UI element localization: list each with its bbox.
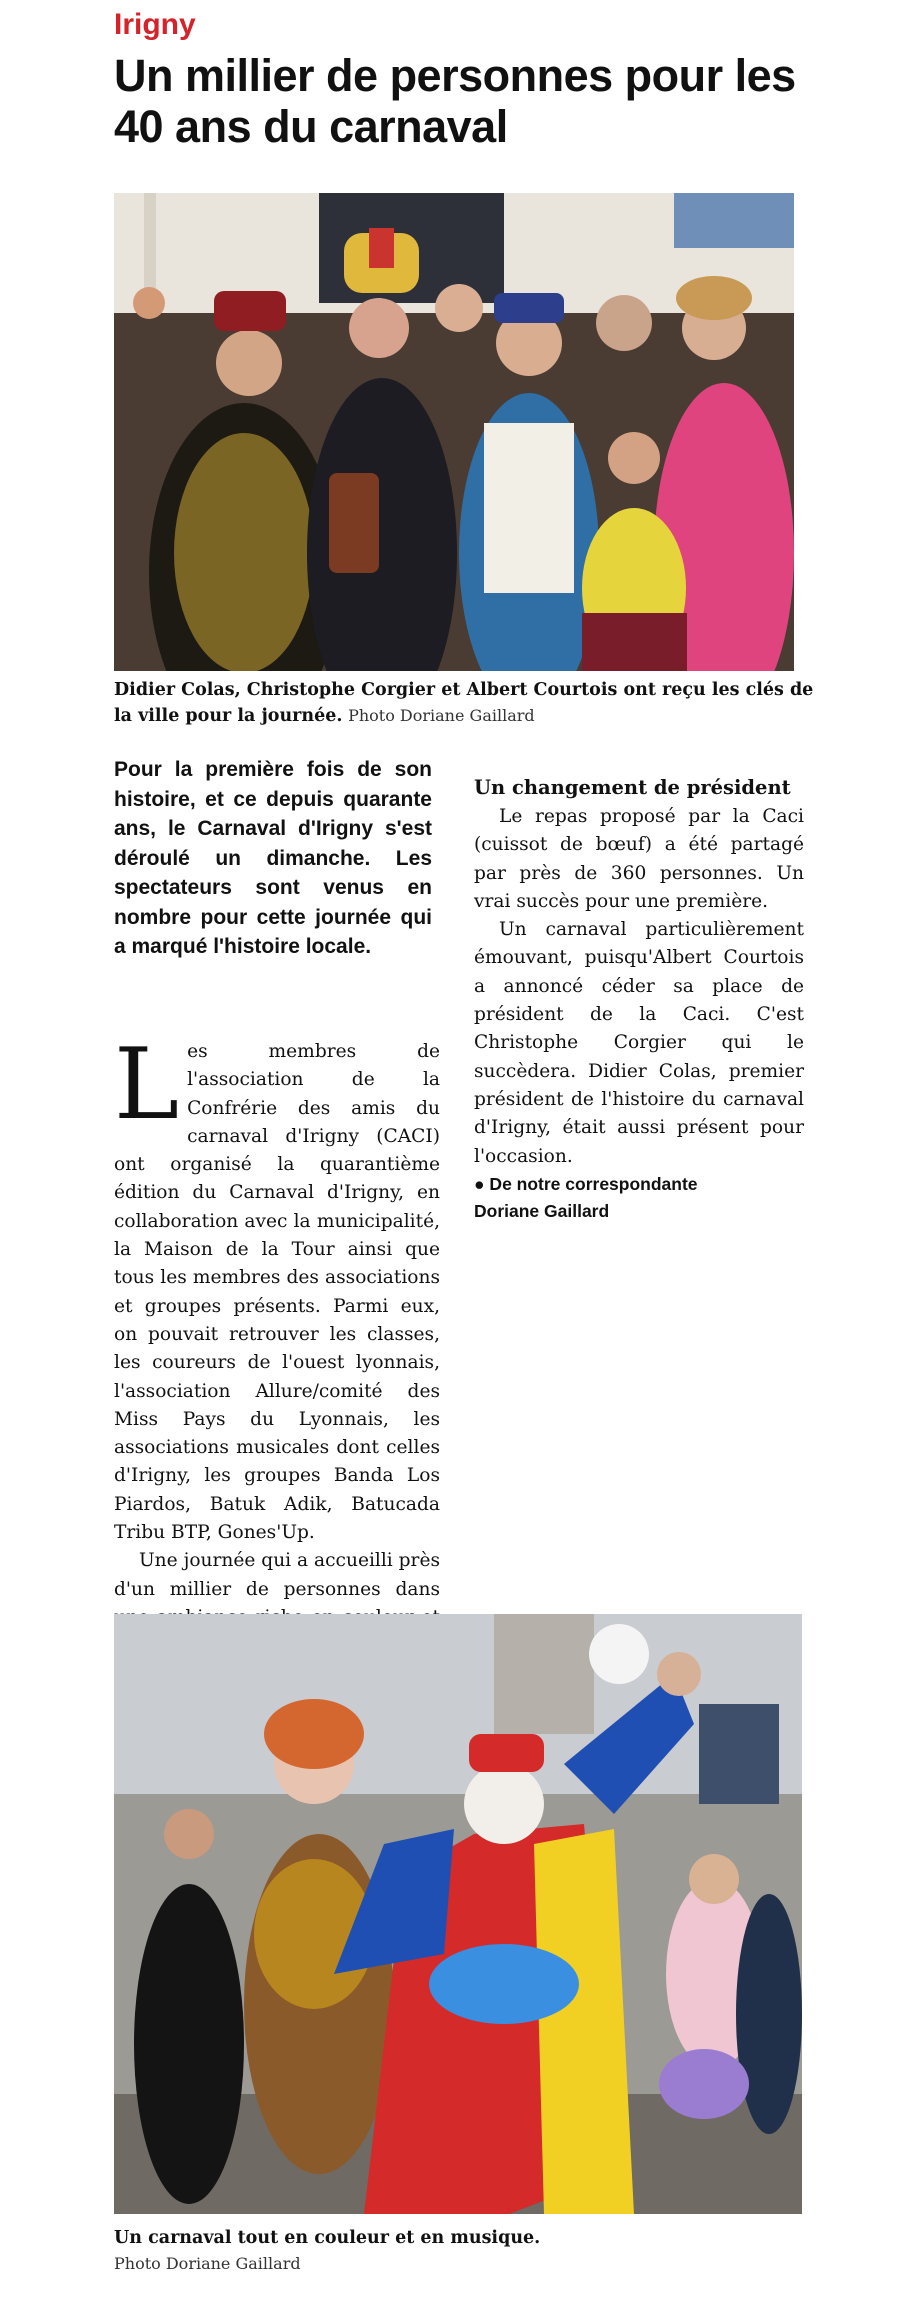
photo1-credit: Photo Doriane Gaillard — [348, 706, 535, 725]
section-rubric: Irigny — [114, 8, 196, 41]
signoff-prefix: ● De notre correspondante — [474, 1173, 698, 1194]
photo2-credit: Photo Doriane Gaillard — [114, 2254, 301, 2273]
photo1-caption — [114, 678, 814, 729]
author-signoff — [474, 1171, 804, 1225]
body-paragraph-4: Un carnaval particulièrement émouvant, puisqu'Albert Courtois a annoncé céder sa place de président de la Caci. C'est Christophe Corgier qui le succèdera. Didier Colas, premier président de l'histoire du carnaval d'Irigny, était aussi présent pour l'occasion. — [474, 919, 804, 1167]
body-paragraph-3: Le repas proposé par la Caci (cuissot de bœuf) a été partagé par près de 360 personnes. Un vrai succès pour une première. — [474, 806, 804, 912]
signoff-name: Doriane Gaillard — [474, 1200, 610, 1221]
body-paragraph-2: Une journée qui a accueilli près d'un millier de personnes dans — [114, 1550, 440, 1600]
photo2-caption — [114, 2226, 814, 2276]
subheading: Un changement de président — [474, 776, 791, 799]
body-paragraph-1: es membres de l'association de la Confrérie des amis du carnaval d'Irigny (CACI) ont organisé la quarantième édition du Carnaval d'Irigny, en collaboration avec la municipalité, la Maison de la Tour ainsi que tous les membres des associations et groupes présents. Parmi eux, on pouvait retrouver les classes, les coureurs de l'ouest lyonnais, l'association Allure/comité des Miss Pays du Lyonnais, les associations musicales dont celles d'Irigny, les groupes Banda Los Piardos, Batuk Adik, Batucada Tribu BTP, Gones'Up. — [114, 1041, 440, 1544]
photo-carnival-clowns — [114, 1614, 802, 2214]
photo1-caption-text: Didier Colas, Christophe Corgier et Albert Courtois ont reçu les clés de la ville pour la journée. — [114, 680, 814, 726]
photo2-caption-text: Un carnaval tout en couleur et en musique. — [114, 2228, 541, 2248]
article-headline: Un millier de personnes pour les 40 ans du carnaval — [114, 50, 796, 152]
photo-carnival-officials — [114, 193, 794, 671]
body-column-2 — [474, 758, 804, 1225]
dropcap: L — [114, 1028, 180, 1142]
article-lead: Pour la première fois de son histoire, et ce depuis quarante ans, le Carnaval d'Irigny s'est déroulé un dimanche. Les spectateurs sont venus en nombre pour cette journée qui a marqué l'histoire locale. — [114, 758, 432, 958]
